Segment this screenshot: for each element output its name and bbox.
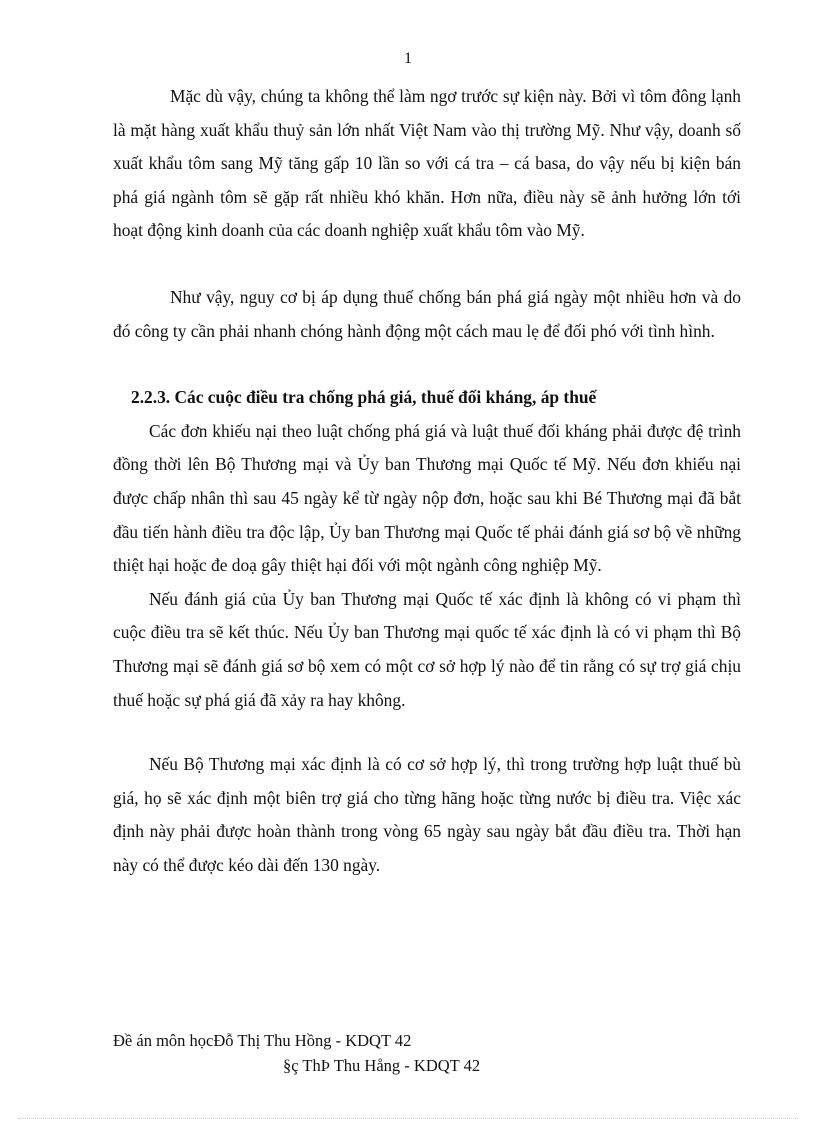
paragraph-commerce-determination: Nếu Bộ Thương mại xác định là có cơ sở hợp lý, thì trong trường hợp luật thuế bù giá, họ sẽ xác định một biên trợ giá cho từng hãng hoặc từng nước bị điều tra. Việc xác định này phải được hoàn thành trong vòng 65 ngày sau ngày bắt đầu điều tra. Thời hạn này có thể được kéo dài đến 130 ngày.	[113, 754, 741, 875]
page-footer	[113, 1028, 480, 1078]
footer-line-2: §ç ThÞ Thu Hång - KDQT 42	[283, 1056, 481, 1075]
paragraph-itc-assessment: Nếu đánh giá của Ủy ban Thương mại Quốc tế xác định là không có vi phạm thì cuộc điều tra sẽ kết thúc. Nếu Ủy ban Thương mại quốc tế xác định là có vi phạm thì Bộ Thương mại sẽ đánh giá sơ bộ xem có một cơ sở hợp lý nào để tin rằng có sự trợ giá chịu thuế hoặc sự phá giá đã xảy ra hay không.	[113, 588, 741, 710]
paragraph-shrimp-exports: Mặc dù vậy, chúng ta không thể làm ngơ trước sự kiện này. Bởi vì tôm đông lạnh là mặt hàng xuất khẩu thuỷ sản lớn nhất Việt Nam vào thị trường Mỹ. Như vậy, doanh số xuất khẩu tôm sang Mỹ tăng gấp 10 lần so với cá tra – cá basa, do vậy nếu bị kiện bán phá giá ngành tôm sẽ gặp rất nhiều khó khăn. Hơn nữa, điều này sẽ ảnh hưởng lớn tới hoạt động kinh doanh của các doanh nghiệp xuất khẩu tôm vào Mỹ.	[113, 86, 741, 241]
page-number: 1	[404, 50, 412, 67]
page-bottom-divider	[18, 1118, 798, 1119]
paragraph-antidumping-risk: Như vậy, nguy cơ bị áp dụng thuế chống bán phá giá ngày một nhiều hơn và do đó công ty cần phải nhanh chóng hành động một cách mau lẹ để đối phó với tình hình.	[113, 286, 741, 341]
section-heading: 2.2.3. Các cuộc điều tra chống phá giá, thuế đối kháng, áp thuế	[131, 387, 597, 408]
document-body	[113, 80, 741, 882]
footer-line-1: Đề án môn họcĐỗ Thị Thu Hồng - KDQT 42	[113, 1031, 412, 1050]
paragraph-complaint-procedure: Các đơn khiếu nại theo luật chống phá giá và luật thuế đối kháng phải được đệ trình đồng thời lên Bộ Thương mại và Ủy ban Thương mại Quốc tế Mỹ. Nếu đơn khiếu nại được chấp nhân thì sau 45 ngày kể từ ngày nộp đơn, hoặc sau khi Bé Thương mại đã bắt đầu tiến hành điều tra độc lập, Ủy ban Thương mại Quốc tế phải đánh giá sơ bộ về những thiệt hại hoặc đe doạ gây thiệt hại đối với một ngành công nghiệp Mỹ.	[113, 420, 741, 576]
